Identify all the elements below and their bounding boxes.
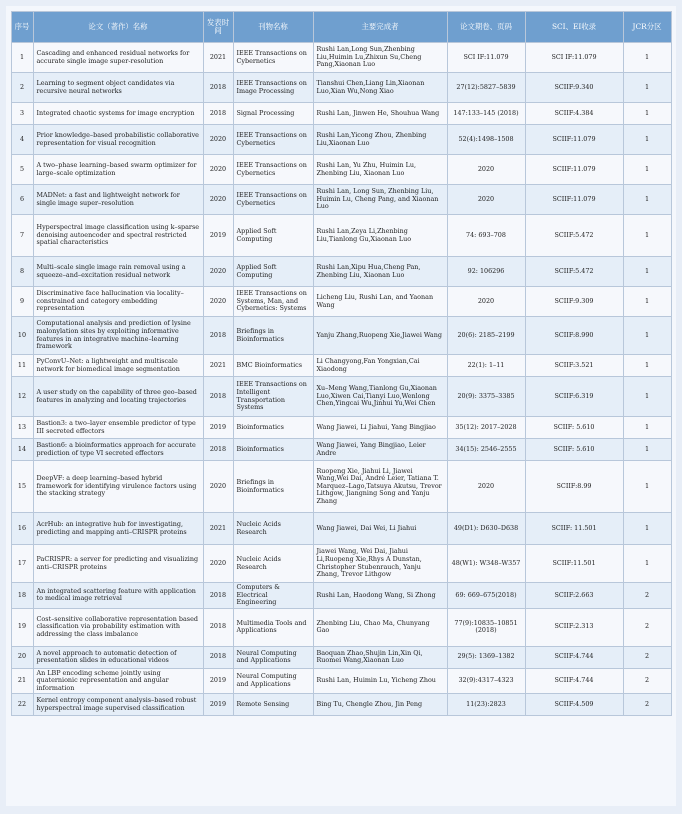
cell-year: 2018 [203,608,233,646]
cell-jcr: 1 [623,215,671,257]
table-row [11,417,671,439]
cell-authors: Rushi Lan,Yicong Zhou, Zhenbing Liu,Xiaonan Luo [313,125,447,155]
cell-year: 2019 [203,694,233,716]
cell-no: 18 [11,583,33,609]
cell-no: 2 [11,73,33,103]
cell-jcr: 1 [623,125,671,155]
cell-no: 20 [11,646,33,668]
cell-authors: Rushi Lan,Xipu Hua,Cheng Pan, Zhenbing Liu, Xiaonan Luo [313,257,447,287]
table-row [11,694,671,716]
cell-authors: Wang Jiawei, Dai Wei, Li Jiahui [313,513,447,545]
table-row [11,545,671,583]
cell-index: SCIIF:11.079 [525,125,623,155]
cell-authors: Licheng Liu, Rushi Lan, and Yaonan Wang [313,287,447,317]
cell-authors: Jiawei Wang, Wei Dai, Jiahui Li,Ruopeng Xie,Rhys A Dunstan, Christopher Stubenrauch, Yanju Zhang, Trevor Lithgow [313,545,447,583]
cell-authors: Rushi Lan, Yu Zhu, Huimin Lu, Zhenbing Liu, Xiaonan Luo [313,155,447,185]
cell-jcr: 1 [623,377,671,417]
cell-journal: Computers & Electrical Engineering [233,583,313,609]
cell-no: 7 [11,215,33,257]
cell-title: Cost–sensitive collaborative representation based classification via probability estimation with addressing the class imbalance [33,608,203,646]
cell-volume: 35(12): 2017–2028 [447,417,525,439]
cell-no: 17 [11,545,33,583]
cell-volume: 2020 [447,461,525,513]
cell-volume: 2020 [447,155,525,185]
cell-index: SCI IF:11.079 [525,43,623,73]
cell-title: A novel approach to automatic detection of presentation slides in educational videos [33,646,203,668]
cell-year: 2018 [203,439,233,461]
table-row [11,257,671,287]
cell-no: 16 [11,513,33,545]
cell-year: 2019 [203,417,233,439]
cell-jcr: 1 [623,73,671,103]
cell-volume: 11(23):2823 [447,694,525,716]
cell-journal: IEEE Transactions on Image Processing [233,73,313,103]
cell-volume: 92: 106296 [447,257,525,287]
cell-jcr: 1 [623,417,671,439]
cell-no: 3 [11,103,33,125]
cell-title: Integrated chaotic systems for image encryption [33,103,203,125]
cell-jcr: 2 [623,668,671,694]
cell-authors: Bing Tu, Chengle Zhou, Jin Peng [313,694,447,716]
table-row [11,646,671,668]
table-row [11,461,671,513]
table-body [11,43,671,716]
cell-title: PyConvU–Net: a lightweight and multiscale network for biomedical image segmentation [33,355,203,377]
cell-year: 2020 [203,287,233,317]
table-row [11,73,671,103]
cell-title: A two–phase learning–based swarm optimizer for large–scale optimization [33,155,203,185]
cell-authors: Rushi Lan,Long Sun,Zhenbing Liu,Huimin Lu,Zhixun Su,Cheng Pang,Xiaonan Luo [313,43,447,73]
cell-title: Prior knowledge–based probabilistic collaborative representation for visual recognition [33,125,203,155]
cell-jcr: 2 [623,646,671,668]
cell-index: SCIIF:2.313 [525,608,623,646]
cell-no: 6 [11,185,33,215]
cell-journal: Neural Computing and Applications [233,646,313,668]
cell-jcr: 2 [623,694,671,716]
cell-year: 2019 [203,668,233,694]
cell-index: SCIIF:9.309 [525,287,623,317]
cell-no: 11 [11,355,33,377]
cell-journal: Multimedia Tools and Applications [233,608,313,646]
cell-no: 9 [11,287,33,317]
cell-year: 2018 [203,73,233,103]
cell-authors: Rushi Lan, Huimin Lu, Yicheng Zhou [313,668,447,694]
cell-journal: Briefings in Bioinformatics [233,317,313,355]
cell-jcr: 1 [623,155,671,185]
cell-volume: 34(15): 2546–2555 [447,439,525,461]
cell-authors: Ruopeng Xie, Jiahui Li, Jiawei Wang,Wei Dai, André Leier, Tatiana T. Marquez–Lago,Tatsuya Akutsu, Trevor Lithgow, Jiangning Song and Yanju Zhang [313,461,447,513]
header-volume: 论文期卷、页码 [447,12,525,43]
cell-volume: 20(6): 2185–2199 [447,317,525,355]
cell-title: An integrated scattering feature with application to medical image retrieval [33,583,203,609]
cell-index: SCIIF:8.990 [525,317,623,355]
cell-title: Bastion6: a bioinformatics approach for accurate prediction of type VI secreted effectors [33,439,203,461]
table-row [11,377,671,417]
cell-jcr: 2 [623,583,671,609]
header-index: SCI、EI收录 [525,12,623,43]
cell-volume: 20(9): 3375–3385 [447,377,525,417]
cell-index: SCIIF:4.744 [525,646,623,668]
cell-index: SCIIF:9.340 [525,73,623,103]
cell-journal: Briefings in Bioinformatics [233,461,313,513]
cell-year: 2020 [203,257,233,287]
cell-title: Hyperspectral image classification using k–sparse denoising autoencoder and spectral restricted spatial characteristics [33,215,203,257]
cell-journal: IEEE Transactions on Intelligent Transportation Systems [233,377,313,417]
cell-authors: Rushi Lan, Long Sun, Zhenbing Liu, Huimin Lu, Cheng Pang, and Xiaonan Luo [313,185,447,215]
cell-year: 2018 [203,377,233,417]
cell-index: SCIIF: 11.501 [525,513,623,545]
cell-journal: Nucleic Acids Research [233,545,313,583]
cell-year: 2021 [203,513,233,545]
cell-authors: Baoquan Zhao,Shujin Lin,Xin Qi, Ruomei Wang,Xiaonan Luo [313,646,447,668]
cell-no: 10 [11,317,33,355]
cell-journal: Bioinformatics [233,417,313,439]
cell-index: SCIIF:5.472 [525,257,623,287]
cell-volume: 52(4):1498–1508 [447,125,525,155]
cell-authors: Xu–Meng Wang,Tianlong Gu,Xiaonan Luo,Xiwen Cai,Tianyi Luo,Wenlong Chen,Yingcai Wu,Jinhui Yu,Wei Chen [313,377,447,417]
table-row [11,185,671,215]
cell-title: Cascading and enhanced residual networks for accurate single image super-resolution [33,43,203,73]
cell-no: 13 [11,417,33,439]
cell-volume: 27(12):5827–5839 [447,73,525,103]
cell-journal: Bioinformatics [233,439,313,461]
cell-authors: Zhenbing Liu, Chao Ma, Chunyang Gao [313,608,447,646]
cell-index: SCIIF: 5.610 [525,439,623,461]
cell-journal: Applied Soft Computing [233,215,313,257]
cell-no: 14 [11,439,33,461]
cell-journal: IEEE Transactions on Cybernetics [233,125,313,155]
cell-title: Discriminative face hallucination via locality–constrained and category embedding representation [33,287,203,317]
cell-journal: IEEE Transactions on Cybernetics [233,155,313,185]
cell-index: SCIIF:11.501 [525,545,623,583]
cell-journal: IEEE Transactions on Cybernetics [233,185,313,215]
cell-index: SCIIF:6.319 [525,377,623,417]
table-row [11,43,671,73]
cell-jcr: 1 [623,355,671,377]
cell-title: Kernel entropy component analysis–based robust hyperspectral image supervised classification [33,694,203,716]
header-no: 序号 [11,12,33,43]
cell-volume: 74: 693–708 [447,215,525,257]
cell-authors: Wang Jiawei, Li Jiahui, Yang Bingjiao [313,417,447,439]
cell-title: Learning to segment object candidates via recursive neural networks [33,73,203,103]
cell-no: 1 [11,43,33,73]
cell-no: 21 [11,668,33,694]
cell-year: 2018 [203,646,233,668]
cell-year: 2020 [203,545,233,583]
cell-index: SCIIF:4.384 [525,103,623,125]
cell-index: SCIIF:5.472 [525,215,623,257]
table-row [11,155,671,185]
cell-authors: Rushi Lan,Zeya Li,Zhenbing Liu,Tianlong Gu,Xiaonan Luo [313,215,447,257]
cell-authors: Wang Jiawei, Yang Bingjiao, Leier Andre [313,439,447,461]
cell-no: 22 [11,694,33,716]
cell-title: Multi–scale single image rain removal using a squeeze–and–excitation residual network [33,257,203,287]
cell-volume: SCI IF:11.079 [447,43,525,73]
cell-title: MADNet: a fast and lightweight network for single image super–resolution [33,185,203,215]
table-row [11,583,671,609]
cell-volume: 48(W1): W348–W357 [447,545,525,583]
cell-no: 8 [11,257,33,287]
cell-year: 2018 [203,317,233,355]
cell-year: 2021 [203,355,233,377]
cell-journal: Signal Processing [233,103,313,125]
cell-journal: Remote Sensing [233,694,313,716]
cell-year: 2020 [203,125,233,155]
cell-authors: Yanju Zhang,Ruopeng Xie,Jiawei Wang [313,317,447,355]
cell-authors: Tianshui Chen,Liang Lin,Xiaonan Luo,Xian Wu,Nong Xiao [313,73,447,103]
table-row [11,287,671,317]
cell-no: 19 [11,608,33,646]
table-row [11,439,671,461]
table-row [11,513,671,545]
cell-volume: 22(1): 1–11 [447,355,525,377]
cell-year: 2019 [203,215,233,257]
cell-volume: 49(D1): D630–D638 [447,513,525,545]
cell-journal: IEEE Transactions on Systems, Man, and Cybernetics: Systems [233,287,313,317]
cell-authors: Rushi Lan, Haodong Wang, Si Zhong [313,583,447,609]
header-authors: 主要完成者 [313,12,447,43]
table-header-row [11,12,671,43]
header-title: 论文（著作）名称 [33,12,203,43]
cell-title: PaCRISPR: a server for predicting and visualizing anti–CRISPR proteins [33,545,203,583]
cell-title: AcrHub: an integrative hub for investigating, predicting and mapping anti–CRISPR proteins [33,513,203,545]
cell-index: SCIIF: 5.610 [525,417,623,439]
cell-year: 2020 [203,155,233,185]
cell-journal: Neural Computing and Applications [233,668,313,694]
cell-jcr: 1 [623,439,671,461]
table-row [11,215,671,257]
cell-no: 15 [11,461,33,513]
cell-year: 2018 [203,103,233,125]
cell-volume: 29(5): 1369–1382 [447,646,525,668]
table-row [11,608,671,646]
cell-volume: 69: 669–675(2018) [447,583,525,609]
cell-jcr: 1 [623,513,671,545]
cell-year: 2020 [203,461,233,513]
cell-volume: 147:133–145 (2018) [447,103,525,125]
cell-no: 12 [11,377,33,417]
cell-no: 4 [11,125,33,155]
cell-index: SCIIF:8.99 [525,461,623,513]
cell-jcr: 1 [623,43,671,73]
cell-authors: Li Changyong,Fan Yongxian,Cai Xiaodong [313,355,447,377]
table-row [11,355,671,377]
cell-title: An LBP encoding scheme jointly using quaternionic representation and angular information [33,668,203,694]
table-row [11,317,671,355]
header-jcr: JCR分区 [623,12,671,43]
table-row [11,668,671,694]
cell-volume: 77(9):10835–10851 (2018) [447,608,525,646]
cell-title: Computational analysis and prediction of lysine malonylation sites by exploiting informative features in an integrative machine–learning framework [33,317,203,355]
header-journal: 刊物名称 [233,12,313,43]
cell-journal: BMC Bioinformatics [233,355,313,377]
cell-index: SCIIF:11.079 [525,185,623,215]
cell-jcr: 1 [623,185,671,215]
cell-title: Bastion3: a two–layer ensemble predictor of type III secreted effectors [33,417,203,439]
cell-index: SCIIF:2.663 [525,583,623,609]
cell-journal: IEEE Transactions on Cybernetics [233,43,313,73]
cell-authors: Rushi Lan, Jinwen He, Shouhua Wang [313,103,447,125]
cell-index: SCIIF:4.509 [525,694,623,716]
publication-table [11,11,672,716]
document-page [6,6,676,806]
cell-jcr: 1 [623,103,671,125]
cell-title: DeepVF: a deep learning–based hybrid framework for identifying virulence factors using the stacking strategy [33,461,203,513]
header-year: 发表时间 [203,12,233,43]
cell-year: 2020 [203,185,233,215]
cell-jcr: 1 [623,317,671,355]
cell-jcr: 1 [623,257,671,287]
table-row [11,125,671,155]
cell-volume: 2020 [447,287,525,317]
cell-index: SCIIF:3.521 [525,355,623,377]
cell-no: 5 [11,155,33,185]
cell-volume: 32(9):4317–4323 [447,668,525,694]
cell-year: 2021 [203,43,233,73]
cell-index: SCIIF:4.744 [525,668,623,694]
cell-jcr: 1 [623,545,671,583]
cell-index: SCIIF:11.079 [525,155,623,185]
cell-volume: 2020 [447,185,525,215]
cell-year: 2018 [203,583,233,609]
cell-jcr: 1 [623,287,671,317]
cell-jcr: 1 [623,461,671,513]
cell-journal: Applied Soft Computing [233,257,313,287]
cell-title: A user study on the capability of three geo–based features in analyzing and locating trajectories [33,377,203,417]
table-row [11,103,671,125]
cell-journal: Nucleic Acids Research [233,513,313,545]
cell-jcr: 2 [623,608,671,646]
